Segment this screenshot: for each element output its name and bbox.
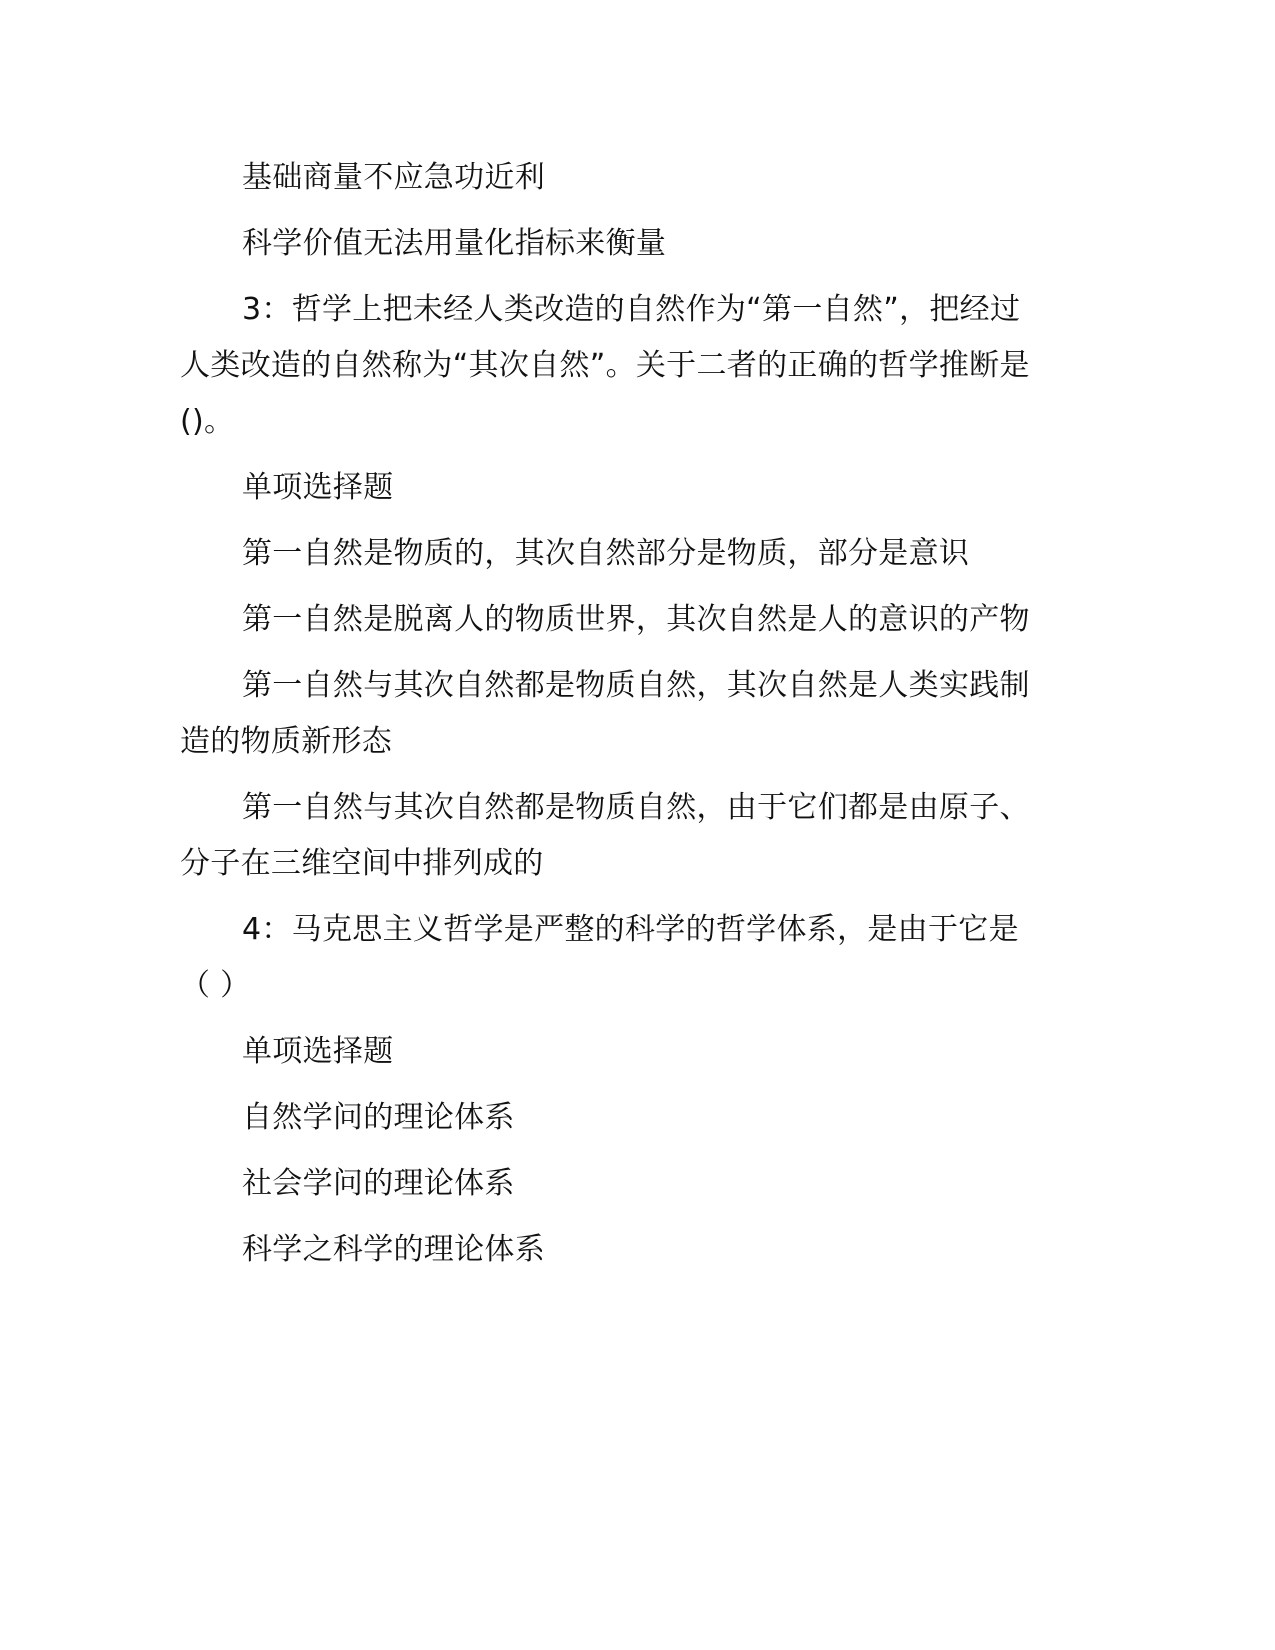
option-text: 第一自然是物质的，其次自然部分是物质，部分是意识 xyxy=(242,536,970,571)
option-text: 科学之科学的理论体系 xyxy=(242,1232,545,1267)
question-type-label: 单项选择题 xyxy=(242,470,394,505)
option-text: 第一自然与其次自然都是物质自然，其次自然是人类实践制造的物质新形态 xyxy=(180,668,1030,759)
question-type-label: 单项选择题 xyxy=(242,1034,394,1069)
option-text: 第一自然是脱离人的物质世界，其次自然是人的意识的产物 xyxy=(242,602,1030,637)
option-text: 第一自然与其次自然都是物质自然，由于它们都是由原子、分子在三维空间中排列成的 xyxy=(180,790,1030,881)
option-text: 社会学问的理论体系 xyxy=(242,1166,515,1201)
option-text: 自然学问的理论体系 xyxy=(242,1100,515,1135)
document-body xyxy=(180,150,1040,1278)
question-4-text: 4：马克思主义哲学是严整的科学的哲学体系，是由于它是（ ） xyxy=(180,912,1019,1003)
option-text: 基础商量不应急功近利 xyxy=(242,160,545,195)
option-text: 科学价值无法用量化指标来衡量 xyxy=(242,226,667,261)
question-3-text: 3：哲学上把未经人类改造的自然作为“第一自然”，把经过人类改造的自然称为“其次自然”。关于二者的正确的哲学推断是()。 xyxy=(180,292,1030,439)
